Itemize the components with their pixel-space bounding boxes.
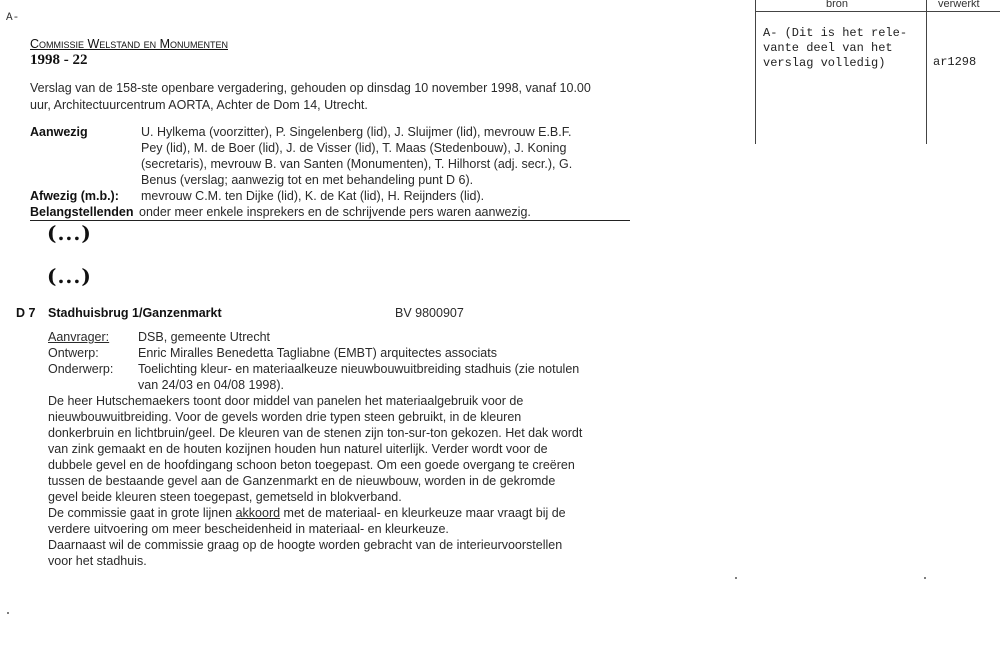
- present-label: Aanwezig: [30, 125, 88, 139]
- field-label-applicant: Aanvrager:: [48, 330, 110, 344]
- years: 1998 - 22: [30, 52, 88, 68]
- scan-speck: [735, 577, 737, 579]
- present-line-4: Benus (verslag; aanwezig tot en met behandeling punt D 6).: [141, 173, 474, 187]
- body-line-3: donkerbruin en lichtbruin/geel. De kleuren van de stenen zijn ton-sur-ton gekozen. Het dak wordt: [48, 426, 583, 440]
- intro-line-2: uur, Architectuurcentrum AORTA, Achter de Dom 14, Utrecht.: [30, 98, 368, 112]
- absent-text: mevrouw C.M. ten Dijke (lid), K. de Kat (lid), H. Reijnders (lid).: [141, 189, 485, 203]
- interested-text: onder meer enkele insprekers en de schrijvende pers waren aanwezig.: [139, 205, 531, 219]
- ellipsis-2: (...): [47, 264, 92, 288]
- decision-keyword: akkoord: [235, 506, 281, 520]
- sidebar-header-rule: [755, 11, 1000, 12]
- field-label-design: Ontwerp:: [48, 346, 99, 360]
- scan-speck: [924, 577, 926, 579]
- intro-line-1: Verslag van de 158-ste openbare vergadering, gehouden op dinsdag 10 november 1998, vanaf 10.00: [30, 81, 591, 95]
- ellipsis-1: (...): [47, 221, 92, 245]
- item-code: D 7: [16, 306, 36, 320]
- sidebar-mid-rule: [926, 0, 927, 144]
- col-processed-header: verwerkt: [938, 0, 980, 10]
- decision-line-1: [48, 505, 566, 521]
- processed-value: ar1298: [933, 55, 977, 69]
- present-line-1: U. Hylkema (voorzitter), P. Singelenberg (lid), J. Sluijmer (lid), mevrouw E.B.F.: [141, 125, 572, 139]
- decision-line-2: verdere uitvoering om meer bescheidenheid in materiaal- en kleurkeuze.: [48, 522, 449, 536]
- present-line-3: (secretaris), mevrouw B. van Santen (Monumenten), T. Hilhorst (adj. secr.), G.: [141, 157, 573, 171]
- item-title: Stadhuisbrug 1/Ganzenmarkt: [48, 306, 222, 320]
- decision-line-4: voor het stadhuis.: [48, 554, 147, 568]
- field-value-design: Enric Miralles Benedetta Tagliabne (EMBT) arquitectes associats: [138, 346, 497, 360]
- section-rule: [30, 220, 630, 221]
- body-line-7: gevel beide kleuren steen toegepast, gemetseld in blokverband.: [48, 490, 402, 504]
- field-value-applicant: DSB, gemeente Utrecht: [138, 330, 271, 344]
- body-line-4: van zink gemaakt en de houten kozijnen houden hun naturel uiterlijk. Verder wordt voor de: [48, 442, 548, 456]
- body-line-1: De heer Hutschemaekers toont door middel van panelen het materiaalgebruik voor de: [48, 394, 524, 408]
- absent-label: Afwezig (m.b.):: [30, 189, 119, 203]
- item-ref: BV 9800907: [395, 306, 464, 320]
- decision-post: met de materiaal- en kleurkeuze maar vraagt bij de: [280, 506, 566, 520]
- field-label-subject: Onderwerp:: [48, 362, 114, 376]
- decision-pre: De commissie gaat in grote lijnen: [48, 506, 236, 520]
- decision-line-3: Daarnaast wil de commissie graag op de hoogte worden gebracht van de interieurvoorstellen: [48, 538, 563, 552]
- sidebar-left-rule: [755, 0, 756, 144]
- body-line-6: tussen de bestaande gevel aan de Ganzenmarkt en de nieuwbouw, worden in de gekromde: [48, 474, 556, 488]
- body-line-5: dubbele gevel en de hoofdingang schoon beton toegepast. Om een goede overgang te creëren: [48, 458, 575, 472]
- present-line-2: Pey (lid), M. de Boer (lid), J. de Visser (lid), T. Maas (Stedenbouw), J. Koning: [141, 141, 567, 155]
- sidebar-note: A- (Dit is het rele- vante deel van het verslag volledig): [763, 26, 908, 70]
- field-value-subject: Toelichting kleur- en materiaalkeuze nieuwbouwuitbreiding stadhuis (zie notulen: [138, 362, 580, 376]
- body-line-2: nieuwbouwuitbreiding. Voor de gevels worden drie typen steen gebruikt, in de kleuren: [48, 410, 522, 424]
- col-source-header: bron: [826, 0, 849, 10]
- corner-mark: A-: [6, 12, 20, 24]
- field-value-subject-cont: van 24/03 en 04/08 1998).: [138, 378, 284, 392]
- commission-title: Commissie Welstand en Monumenten: [30, 37, 229, 51]
- interested-label: Belangstellenden: [30, 205, 134, 219]
- scan-speck: [7, 612, 9, 614]
